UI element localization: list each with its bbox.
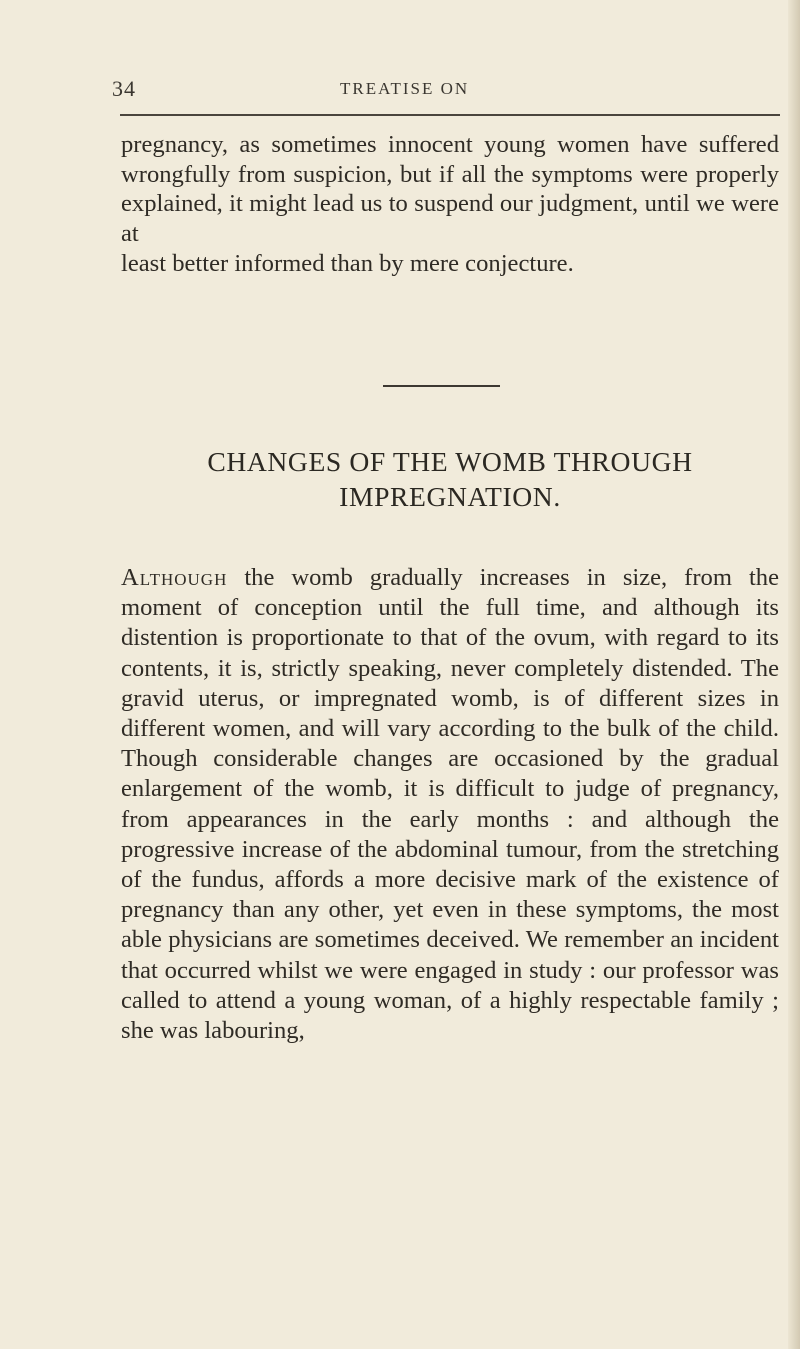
header-rule: [120, 114, 780, 116]
paragraph-text: pregnancy, as sometimes innocent young women have suffered wrongfully from suspicion, but if all the symptoms were properly explained, it might lead us to suspend our judgment, until we were at: [121, 131, 779, 248]
body-paragraph-continued: [121, 130, 779, 279]
running-head: [112, 76, 782, 104]
section-heading-line-2: IMPREGNATION.: [339, 481, 561, 512]
section-heading: [121, 444, 779, 514]
paragraph-text: the womb gradually increases in size, from the moment of conception until the full time, and although its distention is proportionate to that of the ovum, with regard to its contents, it is, strictly speaking, never completely distended. The gravid uterus, or impregnated womb, is of different sizes in different women, and will vary according to the bulk of the child. Though considerable changes are occasioned by the gradual enlargement of the womb, it is difficult to judge of pregnancy, from appearances in the early months : and although the progressive increase of the abdominal tumour, from the stretching of the fundus, affords a more decisive mark of the existence of pregnancy than any other, yet even in these symptoms, the most able physicians are sometimes deceived. We remember an incident that occurred whilst we were engaged in study : our professor was called to attend a young woman, of a highly respectable family ; she was labouring,: [121, 564, 779, 1045]
paragraph-last-line: least better informed than by mere conjecture.: [121, 249, 574, 277]
running-title: TREATISE ON: [340, 79, 470, 98]
page-edge-shadow: [788, 0, 800, 1349]
page-number: 34: [112, 76, 136, 101]
paragraph-lead-word: Although: [121, 564, 228, 591]
section-heading-line-1: CHANGES OF THE WOMB THROUGH: [207, 446, 693, 477]
section-divider-rule: [383, 385, 500, 387]
body-paragraph: [121, 563, 779, 1046]
